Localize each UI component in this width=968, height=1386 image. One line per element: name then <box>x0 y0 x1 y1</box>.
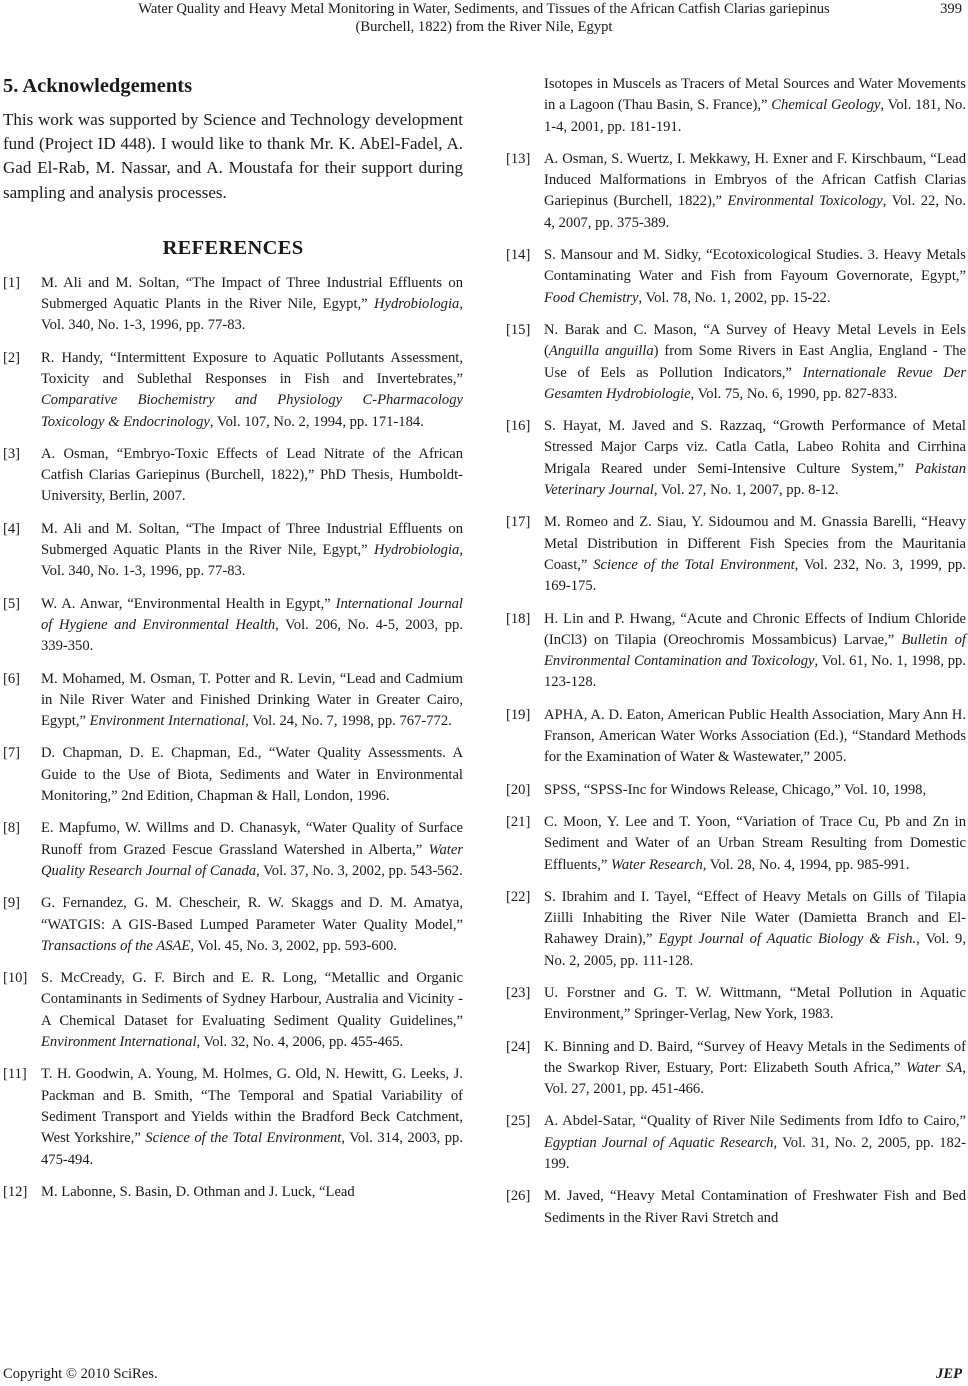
reference-item <box>506 245 966 309</box>
reference-number: [21] <box>506 813 531 830</box>
reference-text: N. Barak and C. Mason, “A Survey of Heavy Metal Levels in Eels (Anguilla anguilla) from Some Rivers in East Anglia, England - The Use of Eels as Pollution Indicators,” Internationale Revue Der Gesamten Hydrobiologie, Vol. 75, No. 6, 1990, pp. 827-833. <box>544 321 966 402</box>
reference-text: M. Javed, “Heavy Metal Contamination of Freshwater Fish and Bed Sediments in the River Ravi Stretch and <box>544 1188 966 1226</box>
reference-text: M. Romeo and Z. Siau, Y. Sidoumou and M. Gnassia Barelli, “Heavy Metal Distribution in Different Fish Species from the Mauritania Coast,” Science of the Total Environment, Vol. 232, No. 3, 1999, pp. 169-175. <box>544 514 966 595</box>
reference-number: [7] <box>3 745 21 762</box>
left-column <box>3 72 463 1214</box>
reference-text: H. Lin and P. Hwang, “Acute and Chronic Effects of Indium Chloride (InCl3) on Tilapia (Oreochromis Mossambicus) Larvae,” Bulletin of Environmental Contamination and Toxicology, Vol. 61, No. 1, 1998, pp. 123-128. <box>544 610 967 691</box>
reference-number: [23] <box>506 984 531 1001</box>
running-title-line1: Water Quality and Heavy Metal Monitoring in Water, Sediments, and Tissues of the African Catfish Clarias gariepinus <box>138 1 830 17</box>
reference-text: C. Moon, Y. Lee and T. Yoon, “Variation of Trace Cu, Pb and Zn in Sediment and Water of an Urban Stream Resulting from Domestic Effluents,” Water Research, Vol. 28, No. 4, 1994, pp. 985-991. <box>544 813 966 873</box>
reference-item <box>3 743 463 807</box>
reference-text: M. Mohamed, M. Osman, T. Potter and R. Levin, “Lead and Cadmium in Nile River Water and Finished Drinking Water in Greater Cairo, Egypt,” Environment International, Vol. 24, No. 7, 1998, pp. 767-772. <box>41 670 463 730</box>
reference-number: [18] <box>506 610 531 627</box>
reference-text: G. Fernandez, G. M. Chescheir, R. W. Skaggs and D. M. Amatya, “WATGIS: A GIS-Based Lumped Parameter Water Quality Model,” Transactions of the ASAE, Vol. 45, No. 3, 2002, pp. 593-600. <box>41 895 463 954</box>
reference-item <box>506 512 966 597</box>
reference-item <box>3 968 463 1053</box>
reference-number: [11] <box>3 1066 27 1083</box>
reference-number: [10] <box>3 970 28 987</box>
reference-item <box>506 887 966 972</box>
footer-journal: JEP <box>936 1366 962 1382</box>
reference-number: [4] <box>3 520 21 537</box>
reference-item <box>506 320 966 405</box>
reference-text: E. Mapfumo, W. Willms and D. Chanasyk, “Water Quality of Surface Runoff from Grazed Fescue Grassland Watershed in Alberta,” Water Quality Research Journal of Canada, Vol. 37, No. 3, 2002, pp. 543-562. <box>41 820 463 879</box>
reference-number: [22] <box>506 888 531 905</box>
reference-number: [14] <box>506 247 531 264</box>
reference-text: A. Osman, “Embryo-Toxic Effects of Lead Nitrate of the African Catfish Clarias Gariepinus (Burchell, 1822),” PhD Thesis, Humboldt-University, Berlin, 2007. <box>41 445 463 505</box>
reference-item <box>506 812 966 876</box>
references-list-right <box>506 149 966 1229</box>
reference-text: A. Abdel-Satar, “Quality of River Nile Sediments from Idfo to Cairo,” Egyptian Journal of Aquatic Research, Vol. 31, No. 2, 2005, pp. 182-199. <box>544 1113 966 1173</box>
reference-text: A. Osman, S. Wuertz, I. Mekkawy, H. Exner and F. Kirschbaum, “Lead Induced Malformations in Embryos of the African Catfish Clarias Gariepinus (Burchell, 1822),” Environmental Toxicology, Vol. 22, No. 4, 2007, pp. 375-389. <box>544 150 966 231</box>
reference-text: T. H. Goodwin, A. Young, M. Holmes, G. Old, N. Hewitt, G. Leeks, J. Packman and B. Smith, “The Temporal and Spatial Variability of Sediment Transport and Yields within the Bradford Beck Catchment, West Yorkshire,” Science of the Total Environment, Vol. 314, 2003, pp. 475-494. <box>41 1066 463 1168</box>
reference-text: S. Hayat, M. Javed and S. Razzaq, “Growth Performance of Metal Stressed Major Carps viz. Catla Catla, Labeo Rohita and Cirrhina Mrigala Reared under Semi-Intensive Culture System,” Pakistan Veterinary Journal, Vol. 27, No. 1, 2007, pp. 8-12. <box>544 418 966 499</box>
reference-item <box>506 149 966 234</box>
running-title-line2: (Burchell, 1822) from the River Nile, Egypt <box>355 19 613 35</box>
references-heading: REFERENCES <box>162 236 304 259</box>
reference-item <box>3 818 463 882</box>
reference-item <box>3 1182 463 1203</box>
page-number: 399 <box>940 1 962 17</box>
reference-number: [3] <box>3 445 21 462</box>
reference-item <box>506 1111 966 1175</box>
reference-item <box>506 1037 966 1101</box>
reference-item <box>506 780 966 801</box>
reference-item <box>3 348 463 433</box>
reference-text: S. Ibrahim and I. Tayel, “Effect of Heavy Metals on Gills of Tilapia Ziilli Inhabiting the River Nile Water (Damietta Branch and El-Rahawey Drain),” Egypt Journal of Aquatic Biology & Fish., Vol. 9, No. 2, 2005, pp. 111-128. <box>544 888 966 969</box>
reference-text: M. Ali and M. Soltan, “The Impact of Three Industrial Effluents on Submerged Aquatic Plants in the River Nile, Egypt,” Hydrobiologia, Vol. 340, No. 1-3, 1996, pp. 77-83. <box>41 274 463 334</box>
reference-text: S. Mansour and M. Sidky, “Ecotoxicological Studies. 3. Heavy Metals Contaminating Water and Fish from Fayoum Governorate, Egypt,” Food Chemistry, Vol. 78, No. 1, 2002, pp. 15-22. <box>544 247 966 306</box>
reference-text: APHA, A. D. Eaton, American Public Health Association, Mary Ann H. Franson, American Water Works Association (Ed.), “Standard Methods for the Examination of Water & Wastewater,” 2005. <box>544 706 966 766</box>
reference-text: SPSS, “SPSS-Inc for Windows Release, Chicago,” Vol. 10, 1998, <box>544 781 927 798</box>
reference-item <box>506 609 966 694</box>
reference-item <box>506 416 966 501</box>
reference-item <box>3 1064 463 1170</box>
reference-number: [26] <box>506 1188 531 1205</box>
reference-number: [17] <box>506 514 531 531</box>
reference-item <box>3 669 463 733</box>
reference-text: S. McCready, G. F. Birch and E. R. Long, “Metallic and Organic Contaminants in Sediments of Sydney Harbour, Australia and Vicinity - A Chemical Dataset for Evaluating Sediment Quality Guidelines,” Environment International, Vol. 32, No. 4, 2006, pp. 455-465. <box>41 970 463 1051</box>
reference-number: [19] <box>506 706 531 723</box>
reference-item <box>3 519 463 583</box>
reference-number: [8] <box>3 820 21 837</box>
reference-text: M. Ali and M. Soltan, “The Impact of Three Industrial Effluents on Submerged Aquatic Plants in the River Nile, Egypt,” Hydrobiologia, Vol. 340, No. 1-3, 1996, pp. 77-83. <box>41 520 463 580</box>
reference-item <box>3 594 463 658</box>
reference-number: [16] <box>506 418 531 435</box>
right-column <box>506 74 966 1240</box>
reference-item <box>506 705 966 769</box>
reference-number: [20] <box>506 781 531 798</box>
acknowledgements-body: This work was supported by Science and Technology development fund (Project ID 448). I would like to thank Mr. K. AbEl-Fadel, A. Gad El-Rab, M. Nassar, and A. Moustafa for their support during sampling and analysis processes. <box>3 110 463 202</box>
reference-item <box>506 983 966 1026</box>
reference-12-continuation: Isotopes in Muscels as Tracers of Metal Sources and Water Movements in a Lagoon (Thau Basin, S. France),” Chemical Geology, Vol. 181, No. 1-4, 2001, pp. 181-191. <box>544 76 966 135</box>
reference-item <box>506 1186 966 1229</box>
reference-text: K. Binning and D. Baird, “Survey of Heavy Metals in the Sediments of the Swarkop River, Estuary, Port: Elizabeth South Africa,” Water SA, Vol. 27, 2001, pp. 451-466. <box>544 1038 966 1098</box>
reference-text: M. Labonne, S. Basin, D. Othman and J. Luck, “Lead <box>41 1183 355 1200</box>
reference-number: [6] <box>3 670 21 687</box>
running-head <box>30 0 938 36</box>
reference-text: D. Chapman, D. E. Chapman, Ed., “Water Quality Assessments. A Guide to the Use of Biota, Sediments and Water in Environmental Monitoring,” 2nd Edition, Chapman & Hall, London, 1996. <box>41 745 463 805</box>
reference-number: [12] <box>3 1183 28 1200</box>
reference-number: [2] <box>3 349 21 366</box>
reference-text: W. A. Anwar, “Environmental Health in Egypt,” International Journal of Hygiene and Environmental Health, Vol. 206, No. 4-5, 2003, pp. 339-350. <box>41 595 463 655</box>
reference-text: R. Handy, “Intermittent Exposure to Aquatic Pollutants Assessment, Toxicity and Sublethal Responses in Fish and Invertebrates,” Comparative Biochemistry and Physiology C-Pharmacology Toxicology & Endocrinology, Vol. 107, No. 2, 1994, pp. 171-184. <box>41 349 463 430</box>
reference-text: U. Forstner and G. T. W. Wittmann, “Metal Pollution in Aquatic Environment,” Springer-Verlag, New York, 1983. <box>544 984 966 1023</box>
reference-item <box>3 893 463 957</box>
reference-number: [9] <box>3 895 21 912</box>
reference-item <box>3 273 463 337</box>
reference-number: [15] <box>506 321 531 338</box>
footer-copyright: Copyright © 2010 SciRes. <box>3 1366 158 1382</box>
reference-item <box>3 444 463 508</box>
reference-number: [5] <box>3 595 21 612</box>
references-list-left <box>3 273 463 1203</box>
reference-number: [25] <box>506 1113 531 1130</box>
reference-number: [1] <box>3 274 21 291</box>
reference-number: [24] <box>506 1038 531 1055</box>
reference-number: [13] <box>506 150 531 167</box>
acknowledgements-heading: 5. Acknowledgements <box>3 75 193 97</box>
